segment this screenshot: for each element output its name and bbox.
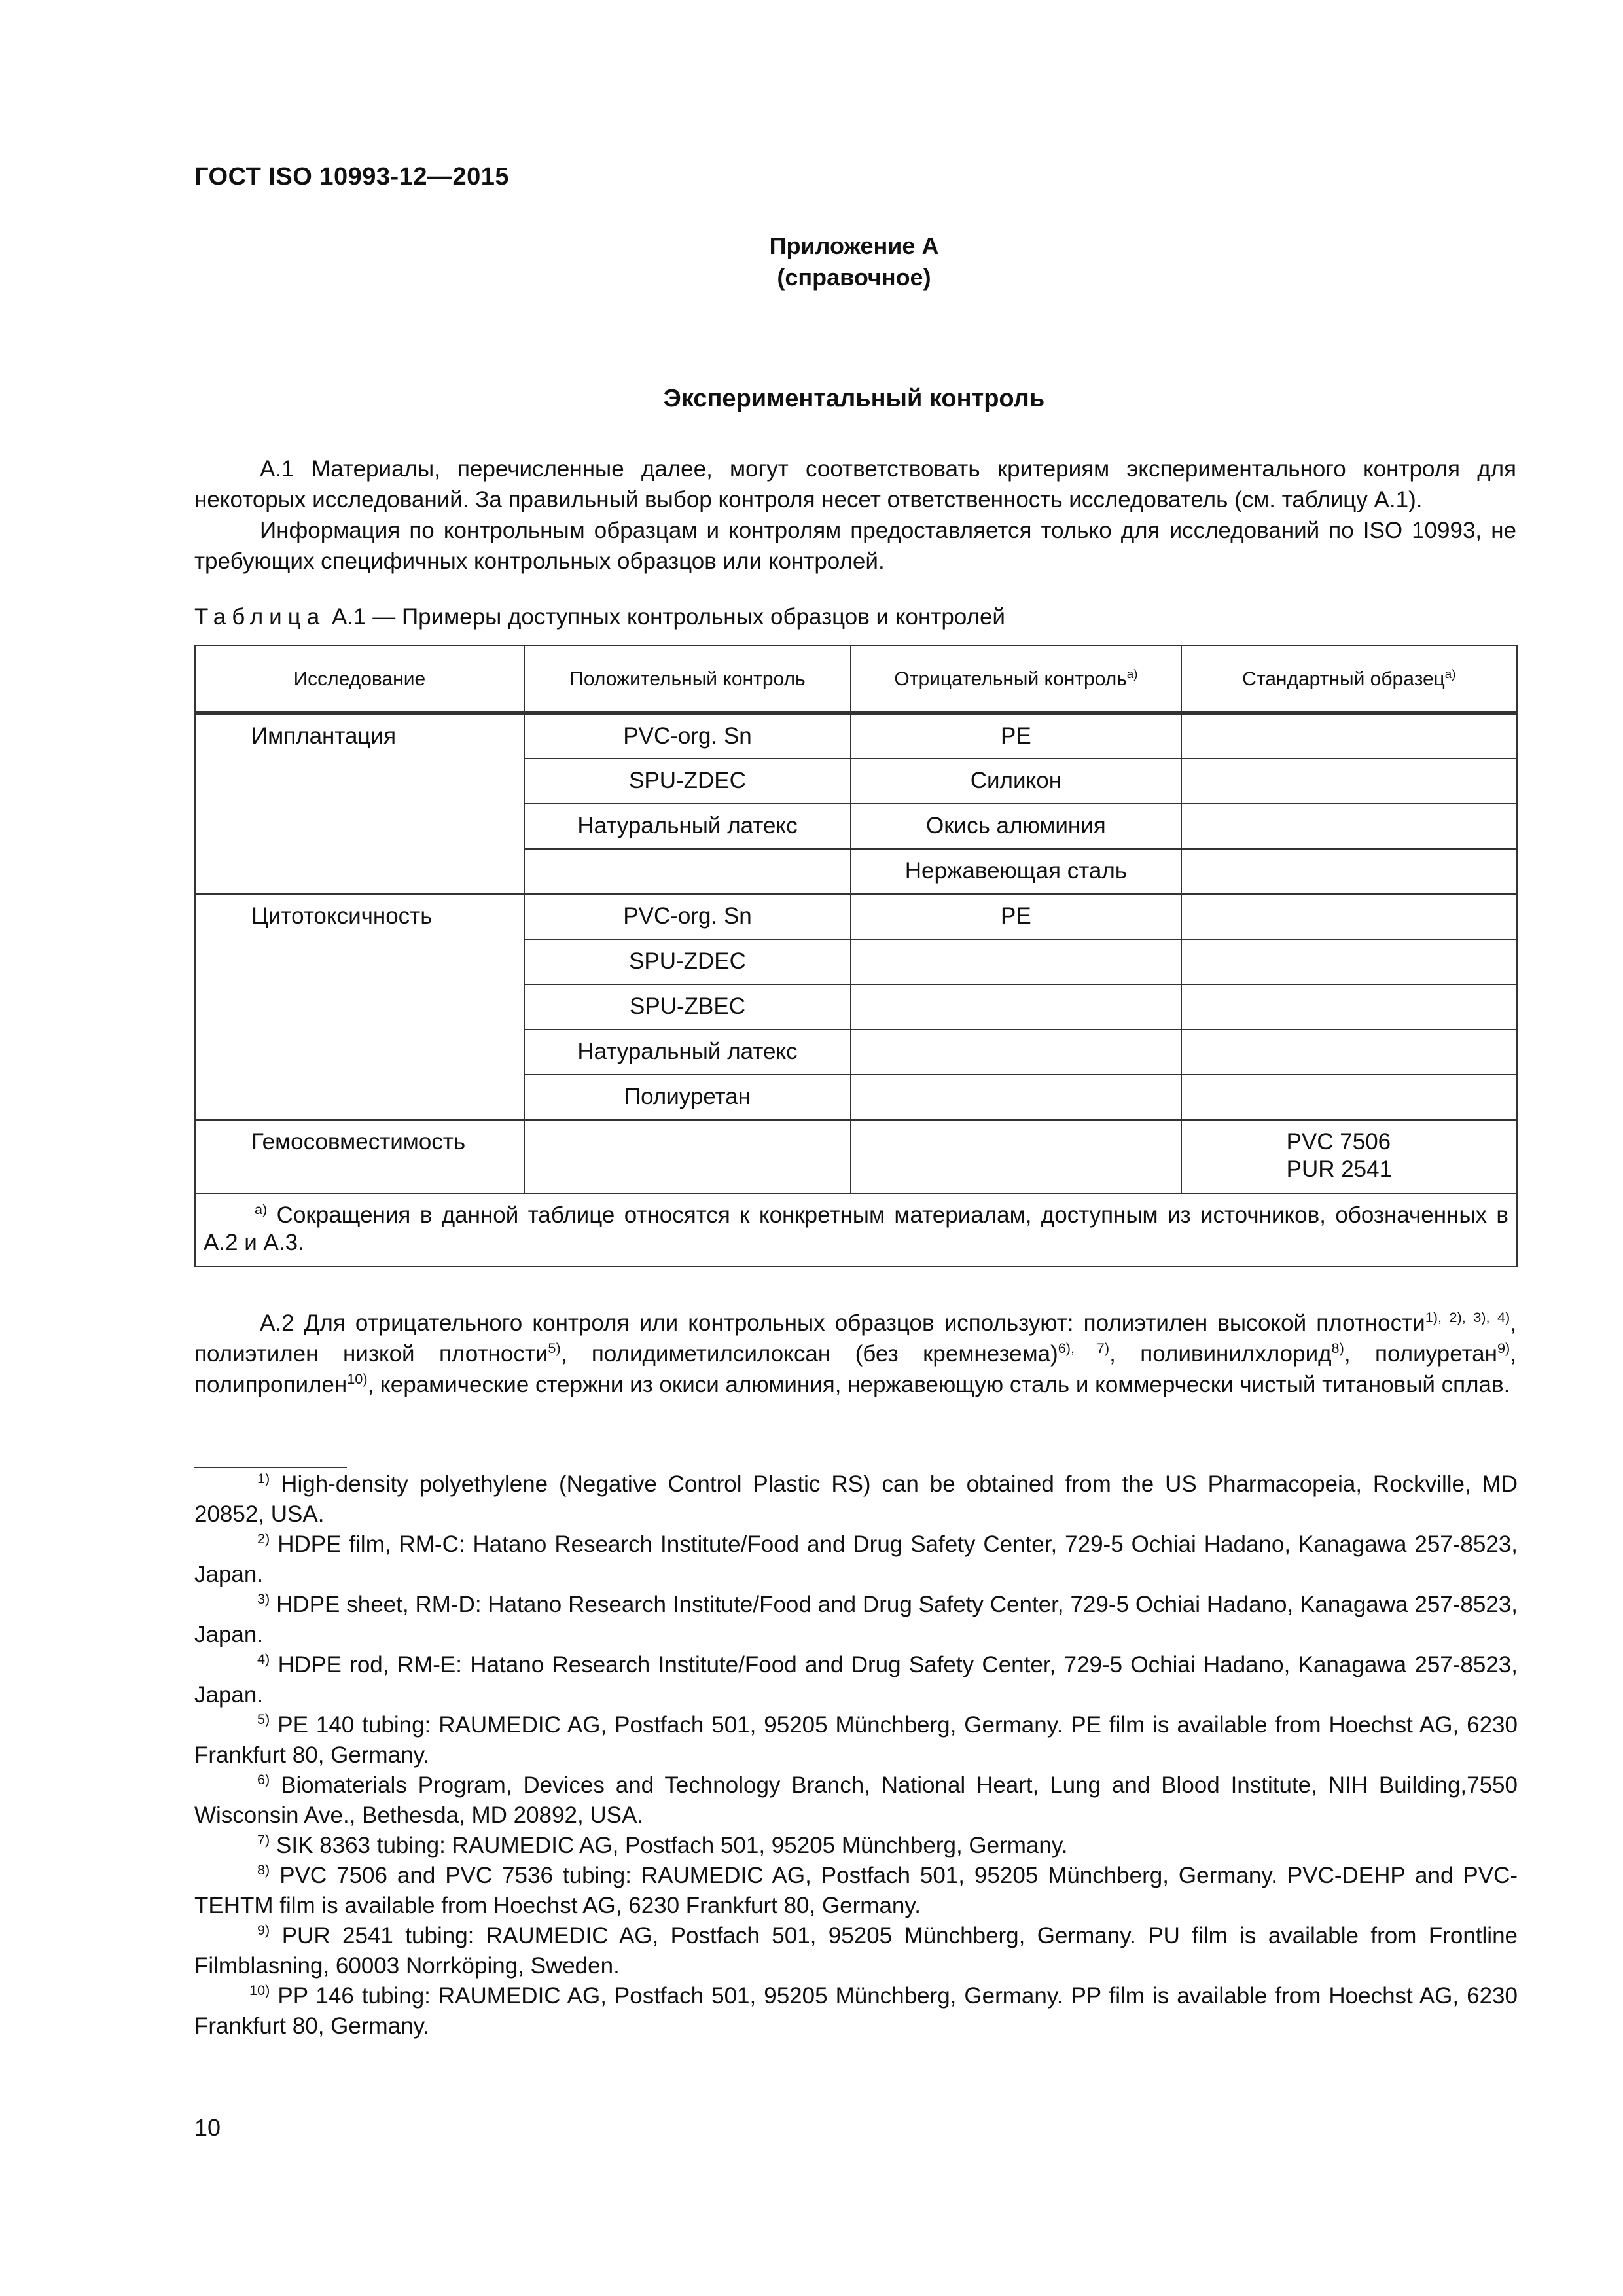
cell-positive: Полиуретан — [524, 1075, 851, 1120]
cell-negative: PE — [851, 894, 1181, 939]
cell-negative: Силикон — [851, 759, 1181, 804]
table-row — [195, 713, 1517, 759]
section-title — [0, 383, 1623, 415]
cell-standard — [1181, 759, 1517, 804]
footnote-mark: a) — [1126, 666, 1138, 681]
annex-title: Приложение А — [769, 232, 939, 259]
annex-type: (справочное) — [777, 264, 931, 291]
header-study: Исследование — [195, 645, 524, 713]
footnote: $^{4)}$ HDPE rod, RM-E: Hatano Research Institute/Food and Drug Safety Center, 729-5 Ochiai Hadano, Kanagawa 257-8523, Japan. — [194, 1650, 1518, 1708]
cell-positive: PVC-org. Sn — [524, 713, 851, 759]
table-row — [195, 1030, 1517, 1075]
footnote-ref: 5) — [548, 1339, 561, 1356]
table-row — [195, 939, 1517, 984]
cell-study: Гемосовместимость — [195, 1120, 524, 1193]
paragraph-a1-info — [194, 515, 1516, 577]
cell-study — [195, 939, 524, 984]
cell-positive: Натуральный латекс — [524, 804, 851, 849]
cell-negative — [851, 1075, 1181, 1120]
cell-standard — [1181, 713, 1517, 759]
cell-standard — [1181, 894, 1517, 939]
table-row — [195, 1075, 1517, 1120]
paragraph-a1-text: А.1 Материалы, перечисленные далее, могут соответствовать критериям экспериментального контроля для некоторых исследований. За правильный выбор контроля несет ответственность исследователь (см. таблицу А.1). — [194, 456, 1516, 512]
footnote-ref: 9) — [1497, 1339, 1510, 1356]
footnote: $^{7)}$ SIK 8363 tubing: RAUMEDIC AG, Postfach 501, 95205 Münchberg, Germany. — [257, 1831, 1068, 1858]
header-negative-control: Отрицательный контроль$^{a)}$ — [851, 645, 1181, 713]
cell-standard — [1181, 1030, 1517, 1075]
cell-study — [195, 1075, 524, 1120]
table-caption-prefix: Таблица — [194, 604, 326, 630]
cell-negative: Нержавеющая сталь — [851, 849, 1181, 894]
footnote-ref: 1), 2), 3), 4) — [1425, 1308, 1510, 1325]
cell-negative — [851, 1030, 1181, 1075]
annex-heading — [0, 230, 1623, 293]
header-positive-control: Положительный контроль — [524, 645, 851, 713]
cell-study — [195, 759, 524, 804]
footnote: $^{9)}$ PUR 2541 tubing: RAUMEDIC AG, Postfach 501, 95205 Münchberg, Germany. PU film is available from Frontline Filmblasning, 60003 Norrköping, Sweden. — [194, 1921, 1518, 1979]
footnote: $^{1)}$ High-density polyethylene (Negative Control Plastic RS) can be obtained from the US Pharmacopeia, Rockville, MD 20852, USA. — [194, 1469, 1518, 1527]
cell-study — [195, 804, 524, 849]
cell-negative: Окись алюминия — [851, 804, 1181, 849]
table-header-row — [195, 645, 1517, 713]
cell-standard — [1181, 849, 1517, 894]
standard-sample-1: PVC 7506 — [1286, 1128, 1391, 1155]
footnote-ref: 8) — [1331, 1339, 1344, 1356]
table-row — [195, 1120, 1517, 1193]
cell-negative — [851, 939, 1181, 984]
table-row — [195, 894, 1517, 939]
footnote-ref: 10) — [347, 1370, 368, 1387]
table-row — [195, 804, 1517, 849]
footnote-mark: a) — [255, 1200, 268, 1217]
paragraph-a2: А.2 Для отрицательного контроля или контрольных образцов используют: полиэтилен высокой плотности$^{1), 2), 3), 4)}$, полиэтилен низкой плотности$^{5)}$, полидиметилсилоксан (без кремнезема)$^{6), 7)}$, поливинилхлорид$^{8)}$, полиуретан$^{9)}$, полипропилен$^{10)}$, керамические стержни из окиси алюминия, нержавеющую сталь и коммерчески чистый титановый сплав. — [194, 1308, 1516, 1397]
cell-standard — [1181, 804, 1517, 849]
table-note-row — [195, 1193, 1517, 1266]
table-caption-text: А.1 — Примеры доступных контрольных образцов и контролей — [325, 604, 1005, 630]
cell-positive: SPU-ZDEC — [524, 939, 851, 984]
header-standard-sample: Стандартный образец$^{a)}$ — [1181, 645, 1517, 713]
cell-standard — [1181, 939, 1517, 984]
page-number: 10 — [194, 2114, 221, 2141]
footnote: $^{8)}$ PVC 7506 and PVC 7536 tubing: RAUMEDIC AG, Postfach 501, 95205 Münchberg, Germany. PVC-DEHP and PVC-TEHTM film is available from Hoechst AG, 6230 Frankfurt 80, Germany. — [194, 1861, 1518, 1918]
footnotes — [194, 1469, 1518, 2041]
footnote-ref: 6), 7) — [1058, 1339, 1110, 1356]
cell-study: Цитотоксичность — [195, 894, 524, 939]
cell-study — [195, 1030, 524, 1075]
cell-negative — [851, 984, 1181, 1030]
cell-standard — [1181, 984, 1517, 1030]
standard-sample-2: PUR 2541 — [1286, 1156, 1393, 1182]
cell-positive: Натуральный латекс — [524, 1030, 851, 1075]
cell-standard — [1181, 1120, 1517, 1193]
footnote: $^{10)}$ PP 146 tubing: RAUMEDIC AG, Postfach 501, 95205 Münchberg, Germany. PP film is available from Hoechst AG, 6230 Frankfurt 80, Germany. — [194, 1981, 1518, 2039]
footnote: $^{3)}$ HDPE sheet, RM-D: Hatano Research Institute/Food and Drug Safety Center, 729-5 Ochiai Hadano, Kanagawa 257-8523, Japan. — [194, 1590, 1518, 1647]
cell-standard — [1181, 1075, 1517, 1120]
cell-positive: PVC-org. Sn — [524, 894, 851, 939]
controls-table — [194, 645, 1518, 1267]
cell-study — [195, 849, 524, 894]
table-row — [195, 759, 1517, 804]
cell-positive: SPU-ZDEC — [524, 759, 851, 804]
cell-study: Имплантация — [195, 713, 524, 759]
paragraph-a1 — [194, 454, 1516, 515]
cell-positive: SPU-ZBEC — [524, 984, 851, 1030]
document-code: ГОСТ ISO 10993-12—2015 — [194, 163, 510, 190]
paragraph-a1-info-text: Информация по контрольным образцам и контролям предоставляется только для исследований по ISO 10993, не требующих специфичных контрольных образцов или контролей. — [194, 518, 1516, 574]
table-row — [195, 984, 1517, 1030]
table-note — [195, 1193, 1517, 1266]
cell-study — [195, 984, 524, 1030]
table-row — [195, 849, 1517, 894]
table-caption — [194, 602, 1005, 632]
footnote: $^{5)}$ PE 140 tubing: RAUMEDIC AG, Postfach 501, 95205 Münchberg, Germany. PE film is available from Hoechst AG, 6230 Frankfurt 80, Germany. — [194, 1710, 1518, 1768]
footnote-divider — [194, 1467, 347, 1468]
footnote-mark: a) — [1444, 666, 1456, 681]
cell-negative: PE — [851, 713, 1181, 759]
table-note-text: Сокращения в данной таблице относятся к конкретным материалам, доступным из источников, обозначенных в А.2 и А.3. — [204, 1202, 1508, 1255]
section-title-text: Экспериментальный контроль — [663, 385, 1045, 412]
footnote: $^{6)}$ Biomaterials Program, Devices and Technology Branch, National Heart, Lung and Blood Institute, NIH Building,7550 Wisconsin Ave., Bethesda, MD 20892, USA. — [194, 1770, 1518, 1828]
cell-positive — [524, 1120, 851, 1193]
cell-negative — [851, 1120, 1181, 1193]
footnote: $^{2)}$ HDPE film, RM-C: Hatano Research Institute/Food and Drug Safety Center, 729-5 Ochiai Hadano, Kanagawa 257-8523, Japan. — [194, 1530, 1518, 1587]
cell-positive — [524, 849, 851, 894]
